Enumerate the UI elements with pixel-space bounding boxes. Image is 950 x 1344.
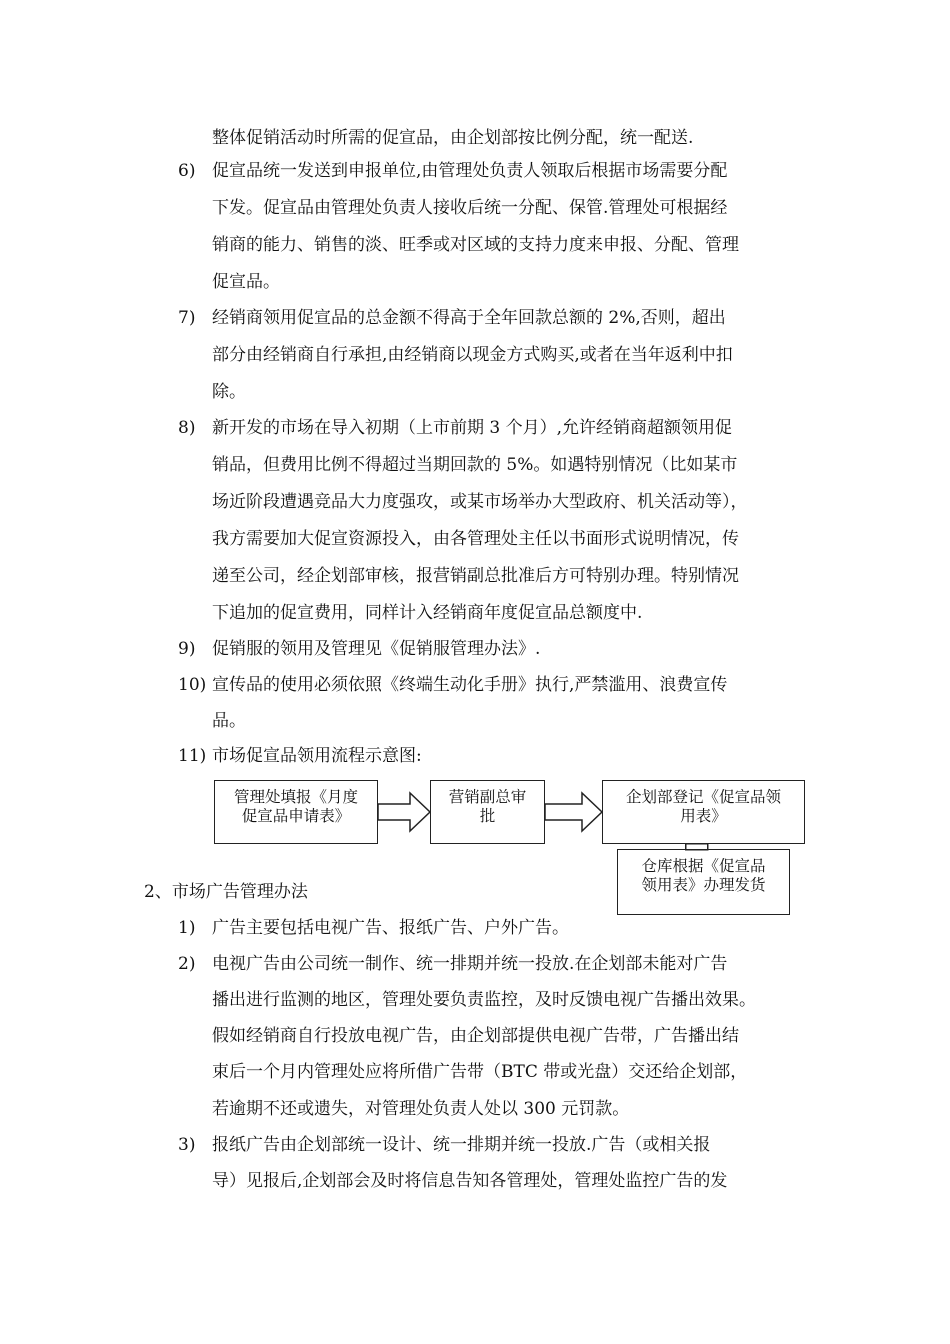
item-text-line: 销商的能力、销售的淡、旺季或对区域的支持力度来申报、分配、管理: [212, 235, 739, 255]
item-number: 11): [178, 746, 207, 766]
flow-arrow-icon: [545, 791, 603, 833]
item-text-line: 宣传品的使用必须依照《终端生动化手册》执行,严禁滥用、浪费宣传: [212, 675, 728, 695]
intro-line: 整体促销活动时所需的促宣品，由企划部按比例分配，统一配送.: [212, 128, 694, 148]
item-text-line: 市场促宣品领用流程示意图:: [212, 746, 422, 766]
item-text-line: 递至公司，经企划部审核，报营销副总批准后方可特别办理。特别情况: [212, 566, 739, 586]
item-number: 9): [178, 639, 196, 659]
item-text-line: 场近阶段遭遇竞品大力度强攻，或某市场举办大型政府、机关活动等），: [212, 492, 748, 512]
flow-step-text: 营销副总审: [448, 788, 527, 806]
item-number: 3): [178, 1135, 196, 1155]
item-number: 7): [178, 308, 196, 328]
flow-step-text: 促宣品申请表》: [241, 807, 351, 825]
flow-step-text: 用表》: [680, 807, 727, 825]
flow-step-apply: [214, 780, 378, 844]
flow-step-text: 批: [479, 807, 496, 825]
flow-step-text: 管理处填报《月度: [233, 788, 358, 806]
item-text-line: 部分由经销商自行承担,由经销商以现金方式购买,或者在当年返利中扣: [212, 345, 733, 365]
item-text-line: 品。: [212, 711, 246, 731]
item-text-line: 新开发的市场在导入初期（上市前期 3 个月）,允许经销商超额领用促: [212, 418, 733, 438]
item-text-line: 销品，但费用比例不得超过当期回款的 5%。如遇特别情况（比如某市: [212, 455, 738, 475]
item-number: 2): [178, 954, 196, 974]
item-text-line: 下发。促宣品由管理处负责人接收后统一分配、保管.管理处可根据经: [212, 198, 728, 218]
item-text-line: 报纸广告由企划部统一设计、统一排期并统一投放.广告（或相关报: [212, 1135, 711, 1155]
flow-arrow-icon: [378, 791, 431, 833]
item-text-line: 束后一个月内管理处应将所借广告带（BTC 带或光盘）交还给企划部，: [212, 1062, 748, 1082]
item-text-line: 促销服的领用及管理见《促销服管理办法》.: [212, 639, 541, 659]
section-title: 2、市场广告管理办法: [144, 882, 308, 902]
item-text-line: 广告主要包括电视广告、报纸广告、户外广告。: [212, 918, 569, 938]
item-text-line: 促宣品统一发送到申报单位,由管理处负责人领取后根据市场需要分配: [212, 161, 728, 181]
flow-step-register: [602, 780, 805, 844]
flow-connector: [685, 843, 709, 851]
item-text-line: 我方需要加大促宣资源投入，由各管理处主任以书面形式说明情况，传: [212, 529, 739, 549]
item-text-line: 下追加的促宣费用，同样计入经销商年度促宣品总额度中.: [212, 603, 643, 623]
item-number: 10): [178, 675, 207, 695]
item-text-line: 促宣品。: [212, 272, 280, 292]
item-text-line: 播出进行监测的地区，管理处要负责监控，及时反馈电视广告播出效果。: [212, 990, 756, 1010]
item-text-line: 假如经销商自行投放电视广告，由企划部提供电视广告带，广告播出结: [212, 1026, 739, 1046]
item-text-line: 电视广告由公司统一制作、统一排期并统一投放.在企划部未能对广告: [212, 954, 728, 974]
item-text-line: 除。: [212, 382, 246, 402]
item-number: 6): [178, 161, 196, 181]
flow-step-ship: [617, 849, 790, 915]
item-text-line: 若逾期不还或遗失，对管理处负责人处以 300 元罚款。: [212, 1099, 630, 1119]
flow-step-approve: [430, 780, 545, 844]
item-text-line: 经销商领用促宣品的总金额不得高于全年回款总额的 2%,否则，超出: [212, 308, 726, 328]
item-number: 8): [178, 418, 196, 438]
item-number: 1): [178, 918, 196, 938]
item-text-line: 导）见报后,企划部会及时将信息告知各管理处，管理处监控广告的发: [212, 1171, 728, 1191]
flow-step-text: 企划部登记《促宣品领: [625, 788, 781, 806]
flow-step-text: 仓库根据《促宣品: [641, 857, 766, 875]
flow-step-text: 领用表》办理发货: [641, 876, 766, 894]
